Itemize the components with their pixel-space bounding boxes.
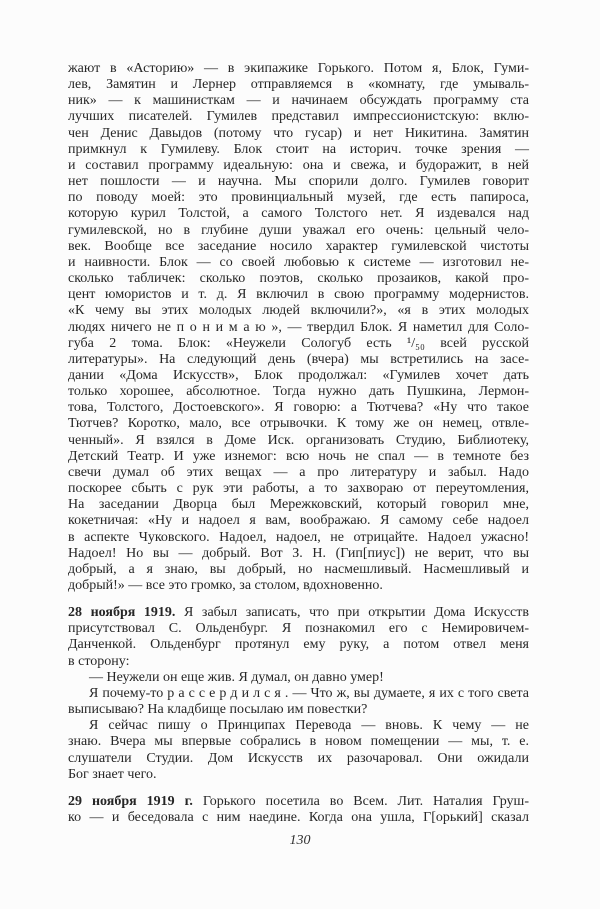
- text-line: сколько табличек: сколько поэтов, сколько прозаиков, какой про-: [68, 271, 529, 287]
- paragraph-entry-29-november-1919: [68, 794, 529, 826]
- text-line: ко — и беседовала с ним наедине. Когда она ушла, Г[орький] сказал: [68, 810, 529, 826]
- text-line: людях ничего не п о н и м а ю », — твердил Блок. Я наметил для Соло-: [68, 319, 529, 335]
- text-line: чен Денис Давыдов (потому что гусар) и нет Никитина. Замятин: [68, 125, 529, 141]
- text-line: примкнул к Гумилеву. Блок стоит на историч. точке зрения —: [68, 141, 529, 157]
- text-line: Тютчев? Коротко, мало, все отрывочки. К тому же он немец, отвле-: [68, 416, 529, 432]
- paragraph-entry-continuation: [68, 61, 529, 594]
- text-line: добрый, а я знаю, вы добрый, но насмешливый. Насмешливый и: [68, 561, 529, 577]
- text-line: которую курил Толстой, а самого Толстого нет. Я издевался над: [68, 206, 529, 222]
- text-line: поскорее сбыть с рук эти работы, а то захвораю от переутомления,: [68, 481, 529, 497]
- text-line: Данченкой. Ольденбург протянул ему руку, а потом отвел меня: [68, 637, 529, 653]
- text-line: в аспекте Чуковского. Надоел, надоел, не отрицайте. Надоел ужасно!: [68, 529, 529, 545]
- text-line: цент юмористов и т. д. Я включил в свою программу модернистов.: [68, 287, 529, 303]
- text-line: знаю. Вчера мы впервые собрались в новом помещении — мы, т. е.: [68, 734, 529, 750]
- text-line: гумилевской, но в глубине души уважал его очень: цельный чело-: [68, 222, 529, 238]
- text-line: Детский Театр. И уже изнемог: всю ночь не спал — в темноте без: [68, 448, 529, 464]
- text-line: кокетничая: «Ну и надоел я вам, воображаю. Я самому себе надоел: [68, 513, 529, 529]
- text-line: Бог знает чего.: [68, 766, 157, 782]
- text-line: век. Вообще все заседание носило характер гумилевской чистоты: [68, 238, 529, 254]
- text-block: [68, 61, 529, 826]
- text-line: слушатели Студии. Дом Искусств их разочаровал. Они ожидали: [68, 750, 529, 766]
- text-line: свечи думал об этих вещах — а про литературу и забыл. Надо: [68, 464, 529, 480]
- text-line: по поводу моей: это провинциальный музей, где есть папироса,: [68, 190, 529, 206]
- page-number: 130: [289, 833, 311, 848]
- text-line: в сторону:: [68, 653, 130, 669]
- text-line: «К чему вы этих молодых людей включили?», «я в этих молодых: [68, 303, 529, 319]
- text-line: На заседании Дворца был Мережковский, который говорил мне,: [68, 497, 529, 513]
- text-line: добрый!» — все это громко, за столом, вдохновенно.: [68, 578, 383, 593]
- text-line: и наивности. Блок — со своей любовью к системе — изготовил не-: [68, 254, 529, 270]
- text-line: дании «Дома Искусств», Блок продолжал: «Гумилев хочет дать: [68, 367, 529, 383]
- text-line: губа 2 тома. Блок: «Неужели Сологуб есть ¹/₅₀ всей русской: [68, 335, 529, 351]
- text-line: лучших писателей. Гумилев представил импрессионистскую: вклю-: [68, 109, 529, 125]
- text-line: и составил программу идеальную: она и свежа, и будоражит, в ней: [68, 157, 529, 173]
- text-line: Я почему-то р а с с е р д и л с я . — Что ж, вы думаете, я их с того света: [89, 685, 529, 701]
- text-line: — Неужели он еще жив. Я думал, он давно умер!: [89, 669, 384, 685]
- text-line: литературы». На следующий день (вчера) мы встретились на засе-: [68, 351, 529, 367]
- text-line: присутствовал С. Ольденбург. Я познакомил его с Немировичем-: [68, 621, 529, 637]
- text-line: только хорошее, абсолютное. Тогда нужно дать Пушкина, Лермон-: [68, 384, 529, 400]
- text-line: нет пошлости — и научна. Мы спорили долго. Гумилев говорит: [68, 174, 529, 190]
- text-line: Я сейчас пишу о Принципах Перевода — вновь. К чему — не: [89, 718, 529, 734]
- text-line: 28 ноября 1919. Я забыл записать, что при открытии Дома Искусств: [68, 605, 529, 621]
- text-line: 29 ноября 1919 г. Горького посетила во Всем. Лит. Наталия Груш-: [68, 793, 530, 809]
- entry-date: 29 ноября 1919 г.: [68, 793, 193, 809]
- text-line: това, Толстого, Достоевского». Я говорю: а Тютчева? «Ну что такое: [68, 400, 529, 416]
- text-line: выписываю? На кладбище посылаю им повестки?: [68, 702, 368, 718]
- entry-date: 28 ноября 1919.: [68, 605, 176, 621]
- text-line: Надоел! Но вы — добрый. Вот З. Н. (Гип[пиус]) не верит, что вы: [68, 545, 529, 561]
- text-line: ник» — к машинисткам — и начинаем обсуждать программу ста: [68, 93, 529, 109]
- text-line: жают в «Асторию» — в экипажике Горького. Потом я, Блок, Гуми-: [68, 61, 529, 76]
- text-line: лев, Замятин и Лернер отправляемся в «комнату, где умываль-: [68, 77, 529, 93]
- text-line: ченный». Я взялся в Доме Иск. организовать Студию, Библиотеку,: [68, 432, 529, 448]
- paragraph-entry-28-november-1919: [68, 605, 529, 783]
